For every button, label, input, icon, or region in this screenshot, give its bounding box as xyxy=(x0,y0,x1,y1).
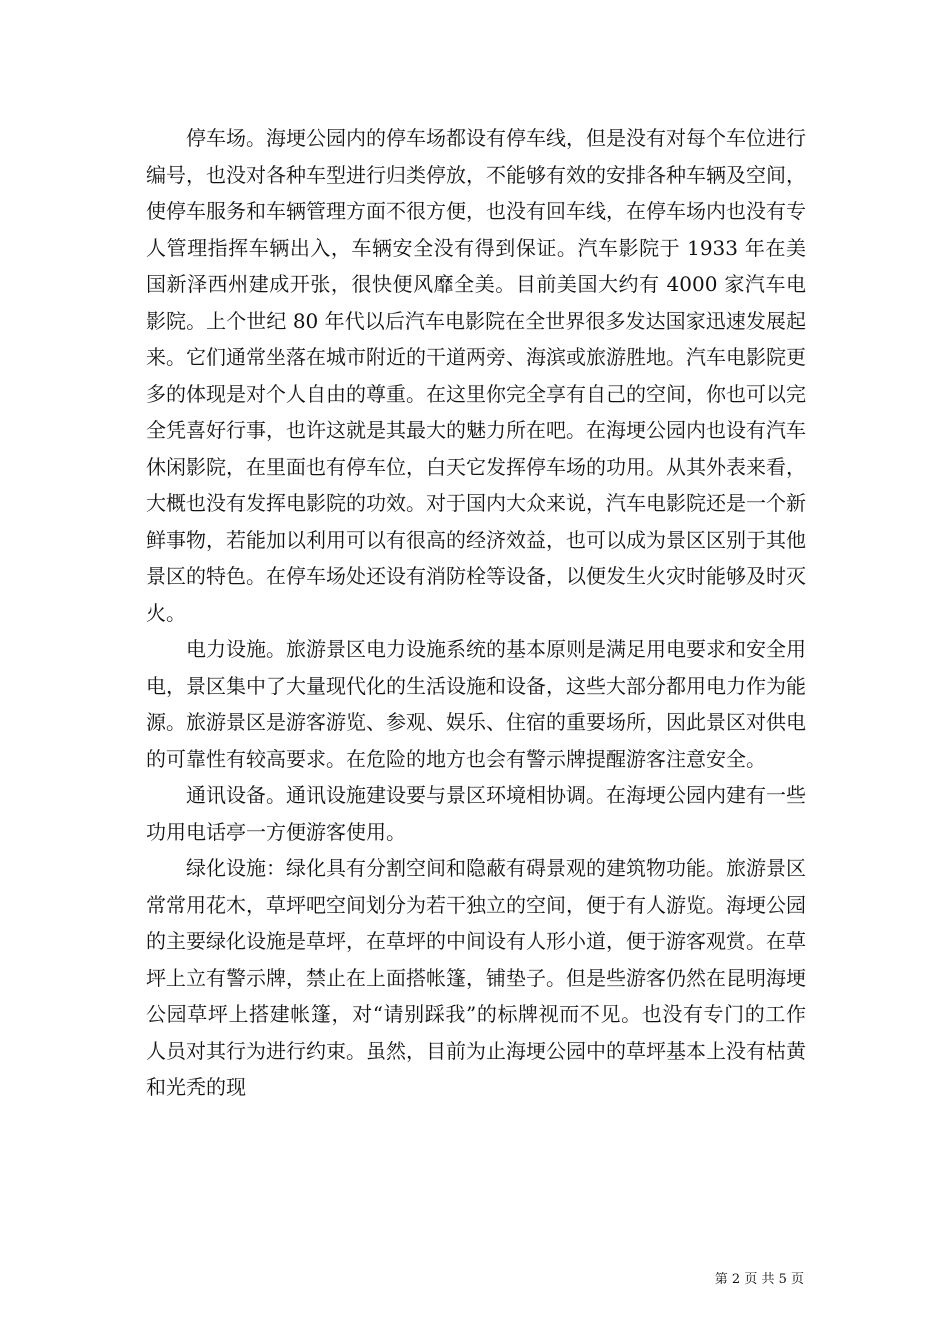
paragraph-parking: 停车场。海埂公园内的停车场都设有停车线，但是没有对每个车位进行编号，也没对各种车型进行归类停放，不能够有效的安排各种车辆及空间，使停车服务和车辆管理方面不很方便，也没有回车线，在停车场内也没有专人管理指挥车辆出入，车辆安全没有得到保证。汽车影院于 1933 年在美国新泽西州建成开张，很快便风靡全美。目前美国大约有 4000 家汽车电影院。上个世纪 80 年代以后汽车电影院在全世界很多发达国家迅速发展起来。它们通常坐落在城市附近的干道两旁、海滨或旅游胜地。汽车电影院更多的体现是对个人自由的尊重。在这里你完全享有自己的空间，你也可以完全凭喜好行事，也许这就是其最大的魅力所在吧。在海埂公园内也设有汽车休闲影院，在里面也有停车位，白天它发挥停车场的功用。从其外表来看，大概也没有发挥电影院的功效。对于国内大众来说，汽车电影院还是一个新鲜事物，若能加以利用可以有很高的经济效益，也可以成为景区区别于其他景区的特色。在停车场处还设有消防栓等设备，以便发生火灾时能够及时灭火。 xyxy=(146,126,806,625)
paragraph-power: 电力设施。旅游景区电力设施系统的基本原则是满足用电要求和安全用电，景区集中了大量现代化的生活设施和设备，这些大部分都用电力作为能源。旅游景区是游客游览、参观、娱乐、住宿的重要场所，因此景区对供电的可靠性有较高要求。在危险的地方也会有警示牌提醒游客注意安全。 xyxy=(146,637,806,771)
page-number: 第 2 页 共 5 页 xyxy=(714,1272,804,1287)
paragraph-greening: 绿化设施：绿化具有分割空间和隐蔽有碍景观的建筑物功能。旅游景区常常用花木，草坪吧空间划分为若干独立的空间，便于有人游览。海埂公园的主要绿化设施是草坪，在草坪的中间设有人形小道，便于游客观赏。在草坪上立有警示牌，禁止在上面搭帐篷，铺垫子。但是些游客仍然在昆明海埂公园草坪上搭建帐篷，对“请别踩我”的标牌视而不见。也没有专门的工作人员对其行为进行约束。虽然，目前为止海埂公园中的草坪基本上没有枯黄和光秃的现 xyxy=(146,856,806,1099)
document-body xyxy=(146,120,806,1106)
paragraph-communication: 通讯设备。通讯设施建设要与景区环境相协调。在海埂公园内建有一些功用电话亭一方便游客使用。 xyxy=(146,783,806,844)
